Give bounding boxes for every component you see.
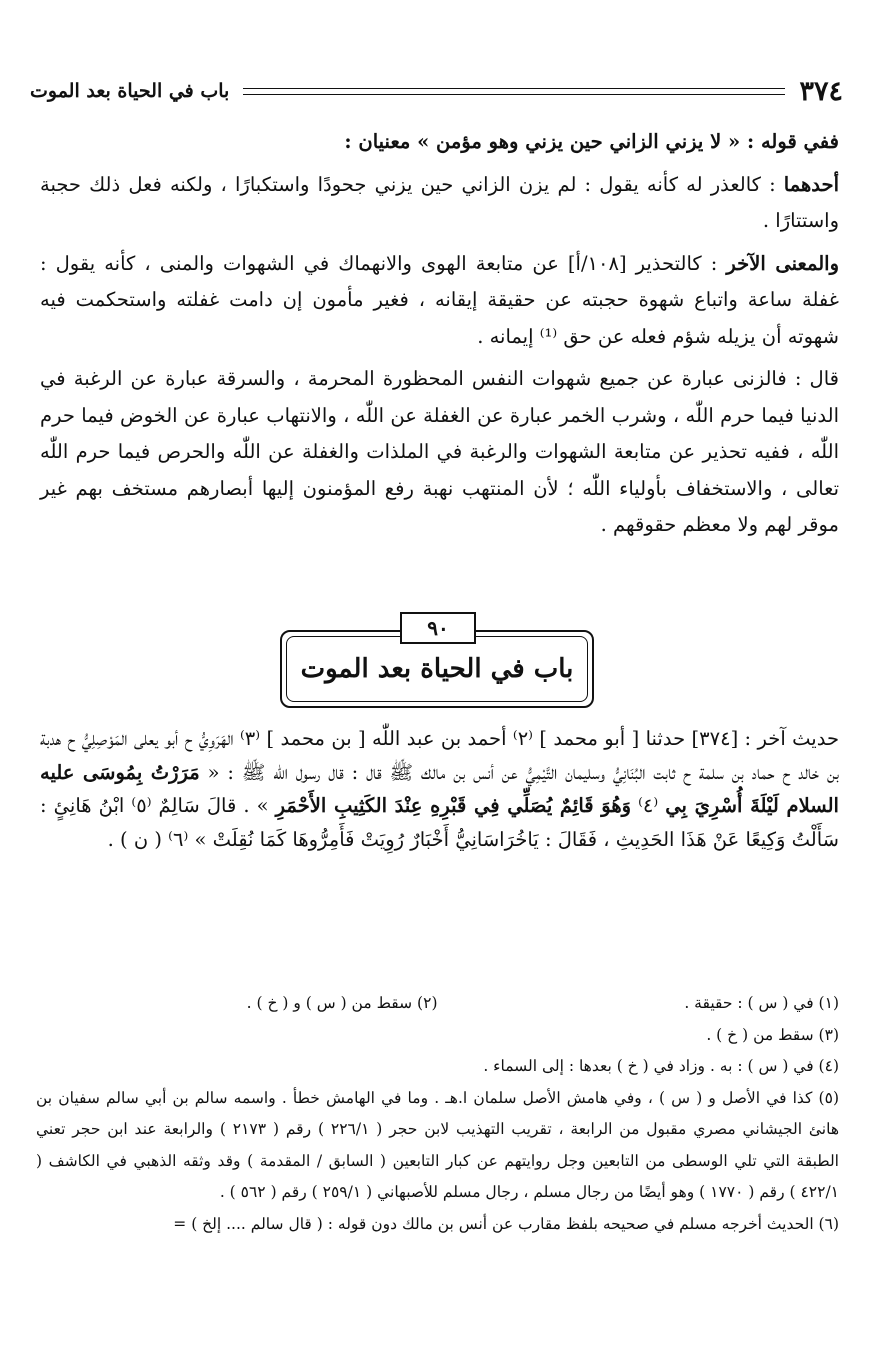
paragraph-text: قال : فالزنى عبارة عن جميع شهوات النفس المحظورة المحرمة ، والسرقة عبارة عن الرغبة في الدنيا فيما حرم اللّٰه ، وشرب الخمر عبارة عن الغفلة عن اللّٰه ، والانتهاب عبارة عن الخوض فيما حرم اللّٰه ، ففيه تحذير عن متابعة الشهوات والرغبة في الملذات والغفلة عن اللّٰه والحرص فيما حرم اللّٰه تعالى ، والاستخفاف بأولياء اللّٰه ؛ لأن المنتهب نهبة رفع المؤمنون إليها أبصارهم مستخف بهم غير موقر لهم ولا معظم حقوقهم . <box>40 367 839 536</box>
hadith-quote-2: وَهُوَ قَائِمٌ يُصَلِّي فِي قَبْرِهِ عِنْدَ الكَثِيبِ الأَحْمَرِ <box>275 794 632 817</box>
footnote-3: (٣) سقط من ( خ ) . <box>706 1025 839 1044</box>
paragraph-lead: والمعنى الآخر <box>726 251 839 275</box>
chapter-number: ٩٠ <box>400 612 476 644</box>
running-title: باب في الحياة بعد الموت <box>30 80 230 102</box>
hadith-ref-4: ⁽٤⁾ <box>631 794 666 817</box>
main-text <box>40 124 839 550</box>
paragraph-2 <box>40 167 839 240</box>
footnote-row-1-2 <box>36 988 839 1020</box>
header-rule <box>243 88 785 95</box>
footnote-2: (٢) سقط من ( س ) و ( خ ) . <box>246 994 438 1012</box>
footnote-4: (٤) في ( س ) : به . وزاد في ( خ ) بعدها : إلى السماء . <box>483 1057 839 1075</box>
footnote-5: (٥) كذا في الأصل و ( س ) ، وفي هامش الأصل سلمان ا.هـ . وما في الهامش خطأ . واسمه سالم بن أبي سالم سفيان بن هانئ الجيشاني مصري مقبول من الرابعة ، تقريب التهذيب لابن حجر ( ٢٢٦/١ ) رقم ( ٢١٧٣ ) والرابعة عند ابن حجر تعني الطبقة التي تلي الوسطى من التابعين وجل روايتهم عن كبار التابعين ( السابق / المقدمة ) وقد وثقه الذهبي في الكاشف ( ٤٢٢/١ ) رقم ( ١٧٧٠ ) وهو أيضًا من رجال مسلم ، رجال مسلم للأصبهاني ( ٢٥٩/١ ) رقم ( ٥٦٢ ) . <box>36 1088 840 1201</box>
paragraph-text: : كالعذر له كأنه يقول : لم يزن الزاني حين يزني جحودًا واستكبارًا ، ولكنه فعل ذلك حجبة واستتارًا . <box>40 172 839 232</box>
hadith-ending: » . قالَ سَالِمٌ ⁽٥⁾ ابْنُ هَانِئٍ : سَأَلْتُ وَكِيعًا عَنْ هَذَا الحَدِيثِ ، فَقَالَ : يَاخُرَاسَانِيُّ أَخْبَارٌ رُوِيَتْ فَأَمِرُّوهَا كَمَا نُقِلَتْ » ⁽٦⁾ ( ن ) . <box>40 794 839 851</box>
paragraph-lead: أحدهما <box>783 172 839 196</box>
hadith-paragraph <box>40 722 839 856</box>
chapter-title: باب في الحياة بعد الموت <box>286 636 588 702</box>
hadith-quote-1: مَرَرْتُ بِمُوسَى عليه السلام لَيْلَةَ أُسْرِيَ بِي <box>40 760 839 817</box>
running-header <box>30 74 843 108</box>
footnotes <box>36 988 839 1240</box>
paragraph-3 <box>40 246 839 356</box>
hadith-isnad: حديث آخر : [٣٧٤] حدثنا [ أبو محمد ] ⁽٢⁾ أحمد بن عبد اللّٰه [ بن محمد ] ⁽٣⁾ الهَرَوِيُّ ح أبو يعلى المَوْصِلِيُّ ح هدبة بن خالد ح حماد بن سلمة ح ثابت البُنَانِيُّ وسليمان التَّيْمِيُّ عن أنس بن مالك ﷺ قال : قال رسول اللّٰه ﷺ : « <box>40 727 840 784</box>
paragraph-4 <box>40 361 839 544</box>
paragraph-text: : كالتحذير [١٠٨/أ] عن متابعة الهوى والانهماك في الشهوات والمنى ، كأنه يقول : غفلة ساعة واتباع شهوة حجبته عن حقيقة إيقانه ، فغير مأمون إن دامت غفلته واستحكمت فيه شهوته أن يزيله شؤم فعله عن حق ⁽¹⁾ إيمانه . <box>40 251 839 348</box>
paragraph-text: ففي قوله : « لا يزني الزاني حين يزني وهو مؤمن » معنيان : <box>344 130 839 153</box>
chapter-heading-box <box>280 612 594 708</box>
hadith-text <box>40 722 839 856</box>
page-number: ٣٧٤ <box>799 75 843 107</box>
footnote-1: (١) في ( س ) : حقيقة . <box>684 994 839 1012</box>
footnote-6: (٦) الحديث أخرجه مسلم في صحيحه بلفظ مقارب عن أنس بن مالك دون قوله : ( قال سالم .... إلخ ) = <box>173 1214 839 1233</box>
paragraph-1 <box>40 124 839 161</box>
